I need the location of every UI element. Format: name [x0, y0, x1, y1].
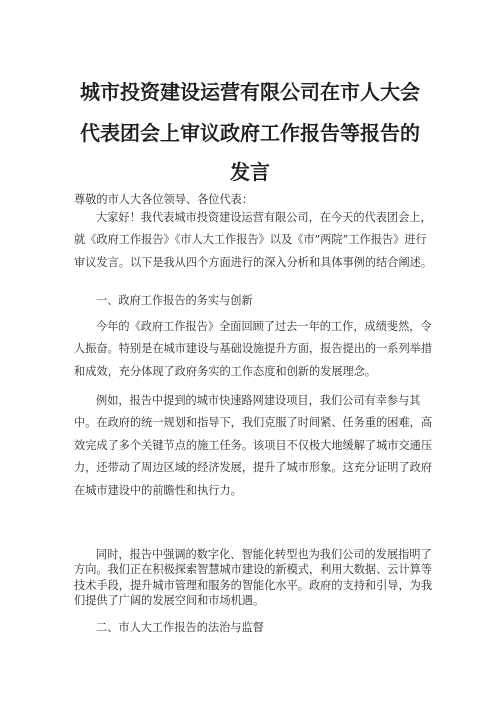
section-2-heading: 二、市人大工作报告的法治与监督 — [96, 621, 264, 634]
document-title-line-2: 代表团会上审议政府工作报告等报告的 — [80, 121, 420, 145]
section-1-paragraph-1: 今年的《政府工作报告》全面回顾了过去一年的工作，成绩斐然，令人振奋。特别是在城市建设与基础设施提升方面，报告提出的一系列举措和成效，充分体现了政府务实的工作态度和创新的发展理念。 — [74, 320, 433, 378]
section-1-paragraph-2: 例如，报告中提到的城市快速路网建设项目，我们公司有幸参与其中。在政府的统一规划和指导下，我们克服了时间紧、任务重的困难，高效完成了多个关键节点的施工任务。该项目不仅极大地缓解了城市交通压力，还带动了周边区域的经济发展，提升了城市形象。这充分证明了政府在城市建设中的前瞻性和执行力。 — [74, 394, 433, 497]
salutation: 尊敬的市人大各位领导、各位代表： — [74, 193, 254, 206]
section-1-paragraph-3: 同时，报告中强调的数字化、智能化转型也为我们公司的发展指明了方向。我们正在积极探索智慧城市建设的新模式，利用大数据、云计算等技术手段，提升城市管理和服务的智能化水平。政府的支持和引导，为我们提供了广阔的发展空间和市场机遇。 — [74, 548, 433, 608]
document-title-line-1: 城市投资建设运营有限公司在市人大会 — [80, 80, 420, 104]
document-title-line-3: 发言 — [230, 160, 270, 184]
intro-paragraph: 大家好！我代表城市投资建设运营有限公司，在今天的代表团会上，就《政府工作报告》《市人大工作报告》以及《市”两院”工作报告》进行审议发言。以下是我从四个方面进行的深入分析和具体事例的结合阐述。 — [74, 211, 433, 269]
section-1-heading: 一、政府工作报告的务实与创新 — [96, 294, 253, 307]
